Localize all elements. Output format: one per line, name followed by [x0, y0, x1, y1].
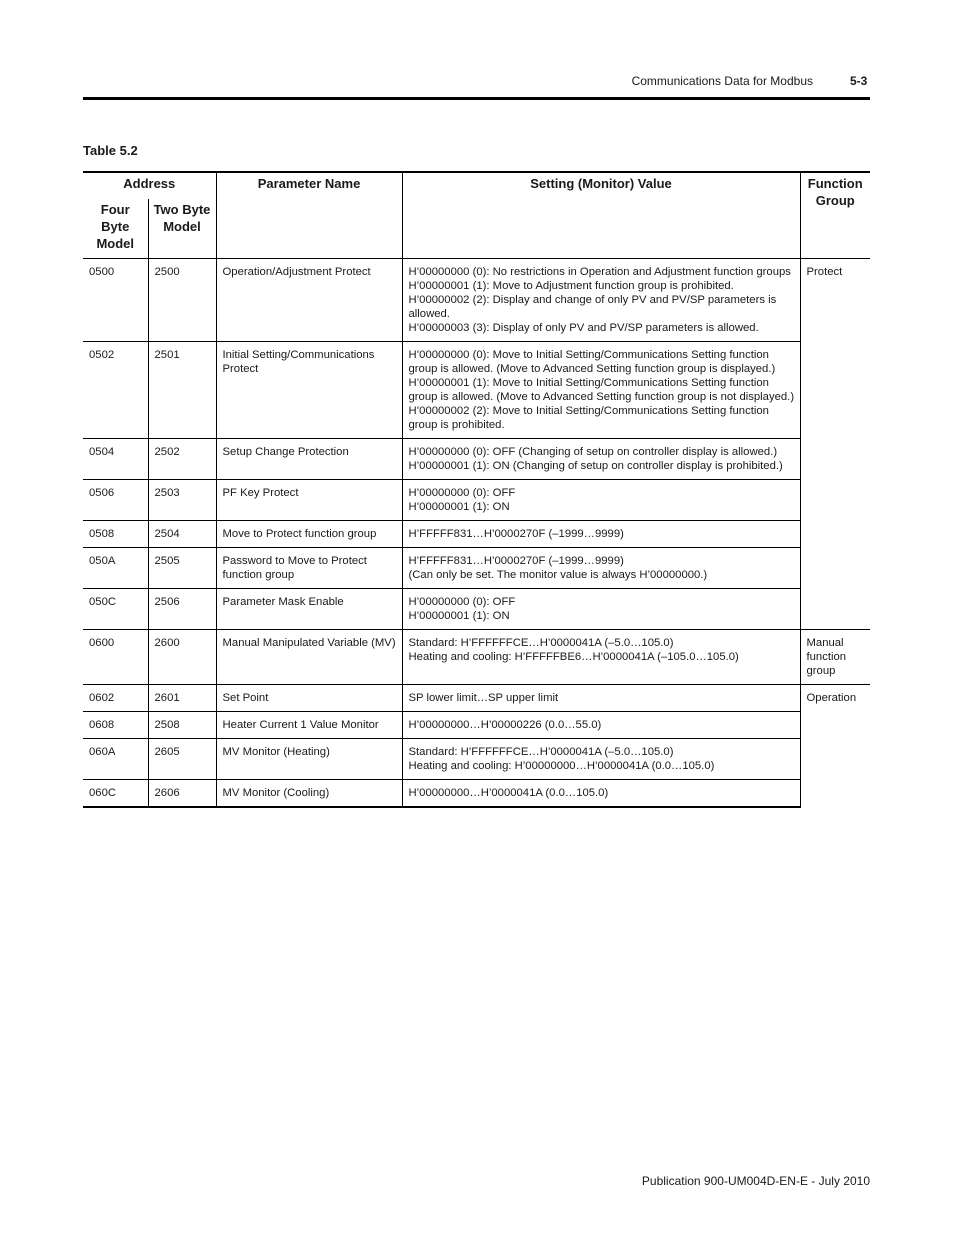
parameter-name: Heater Current 1 Value Monitor [216, 712, 402, 739]
header-rule [83, 97, 870, 100]
two-byte-address: 2506 [148, 589, 216, 630]
table-row [83, 521, 870, 548]
parameter-name: Password to Move to Protect function group [216, 548, 402, 589]
setting-value-line: H’00000000 (0): OFF (Changing of setup on controller display is allowed.) [408, 446, 778, 458]
function-group: Protect [800, 259, 870, 630]
parameter-name: Operation/Adjustment Protect [216, 259, 402, 342]
two-byte-header: Two Byte Model [148, 199, 216, 259]
two-byte-address: 2601 [148, 685, 216, 712]
four-byte-address: 060C [83, 780, 148, 808]
setting-value-line: H’FFFFF831…H’0000270F (–1999…9999) [408, 528, 624, 540]
parameter-name: MV Monitor (Heating) [216, 739, 402, 780]
four-byte-address: 050A [83, 548, 148, 589]
four-byte-address: 0608 [83, 712, 148, 739]
setting-value-line: (Can only be set. The monitor value is always H’00000000.) [408, 569, 708, 581]
setting-value-line: Heating and cooling: H’00000000…H’0000041A (0.0…105.0) [408, 760, 715, 772]
setting-value [402, 589, 800, 630]
setting-value-line: H’00000000 (0): No restrictions in Operation and Adjustment function groups [408, 266, 791, 278]
table-row [83, 630, 870, 685]
setting-value [402, 259, 800, 342]
four-byte-address: 050C [83, 589, 148, 630]
four-byte-address: 0500 [83, 259, 148, 342]
page-number: 5-3 [850, 74, 868, 88]
setting-value [402, 342, 800, 439]
two-byte-address: 2606 [148, 780, 216, 808]
two-byte-address: 2504 [148, 521, 216, 548]
parameter-name: Manual Manipulated Variable (MV) [216, 630, 402, 685]
four-byte-address: 0600 [83, 630, 148, 685]
two-byte-address: 2600 [148, 630, 216, 685]
setting-value-line: H’00000000…H’0000041A (0.0…105.0) [408, 787, 609, 799]
table-row [83, 589, 870, 630]
four-byte-address: 0504 [83, 439, 148, 480]
table-caption: Table 5.2 [83, 143, 138, 158]
section-title: Communications Data for Modbus [631, 74, 813, 88]
two-byte-address: 2503 [148, 480, 216, 521]
setting-value-line: Standard: H’FFFFFFCE…H’0000041A (–5.0…105.0) [408, 637, 674, 649]
parameter-name: Setup Change Protection [216, 439, 402, 480]
setting-value-line: H’00000001 (1): ON [408, 610, 510, 622]
four-byte-address: 0506 [83, 480, 148, 521]
two-byte-address: 2502 [148, 439, 216, 480]
table-row [83, 259, 870, 342]
communications-data-table [83, 171, 870, 808]
parameter-name: Initial Setting/Communications Protect [216, 342, 402, 439]
setting-value [402, 521, 800, 548]
setting-value-line: H’00000002 (2): Display and change of only PV and PV/SP parameters is allowed. [408, 294, 777, 320]
setting-value-line: Standard: H’FFFFFFCE…H’0000041A (–5.0…105.0) [408, 746, 674, 758]
parameter-name-header: Parameter Name [216, 172, 402, 259]
setting-value [402, 780, 800, 808]
function-group: Manual function group [800, 630, 870, 685]
four-byte-address: 0502 [83, 342, 148, 439]
setting-value [402, 439, 800, 480]
setting-value-line: H’00000002 (2): Move to Initial Setting/Communications Setting function group is prohibited. [408, 405, 769, 431]
table-row [83, 739, 870, 780]
four-byte-address: 0602 [83, 685, 148, 712]
table-row [83, 342, 870, 439]
setting-value [402, 739, 800, 780]
two-byte-address: 2505 [148, 548, 216, 589]
setting-value-line: H’00000000 (0): OFF [408, 487, 516, 499]
parameter-name: PF Key Protect [216, 480, 402, 521]
function-group-header: Function Group [800, 172, 870, 259]
setting-value [402, 712, 800, 739]
two-byte-address: 2508 [148, 712, 216, 739]
setting-value [402, 548, 800, 589]
setting-value-line: H’00000001 (1): Move to Initial Setting/Communications Setting function group is allowed. (Move to Advanced Setting function group is not displayed.) [408, 377, 795, 403]
setting-value [402, 630, 800, 685]
setting-value-header: Setting (Monitor) Value [402, 172, 800, 259]
parameter-name: Parameter Mask Enable [216, 589, 402, 630]
table-row [83, 439, 870, 480]
setting-value-line: SP lower limit…SP upper limit [408, 692, 559, 704]
table-row [83, 712, 870, 739]
two-byte-address: 2500 [148, 259, 216, 342]
two-byte-address: 2501 [148, 342, 216, 439]
setting-value-line: H’00000001 (1): ON [408, 501, 510, 513]
table-row [83, 548, 870, 589]
setting-value-line: H’FFFFF831…H’0000270F (–1999…9999) [408, 555, 624, 567]
setting-value-line: H’00000000 (0): Move to Initial Setting/Communications Setting function group is allowed. (Move to Advanced Setting function group is displayed.) [408, 349, 776, 375]
address-header: Address [83, 172, 216, 199]
setting-value-line: Heating and cooling: H’FFFFFBE6…H’0000041A (–105.0…105.0) [408, 651, 739, 663]
footer-publication: Publication 900-UM004D-EN-E - July 2010 [641, 1174, 870, 1188]
table-body [83, 259, 870, 808]
parameter-name: MV Monitor (Cooling) [216, 780, 402, 808]
setting-value-line: H’00000000 (0): OFF [408, 596, 516, 608]
setting-value-line: H’00000001 (1): ON (Changing of setup on controller display is prohibited.) [408, 460, 783, 472]
setting-value [402, 480, 800, 521]
function-group: Operation [800, 685, 870, 808]
four-byte-address: 0508 [83, 521, 148, 548]
parameter-name: Move to Protect function group [216, 521, 402, 548]
setting-value-line: H’00000003 (3): Display of only PV and PV/SP parameters is allowed. [408, 322, 759, 334]
four-byte-header: Four Byte Model [96, 202, 135, 251]
setting-value-line: H’00000000…H’00000226 (0.0…55.0) [408, 719, 602, 731]
setting-value-line: H’00000001 (1): Move to Adjustment function group is prohibited. [408, 280, 734, 292]
parameter-name: Set Point [216, 685, 402, 712]
two-byte-address: 2605 [148, 739, 216, 780]
table-row [83, 685, 870, 712]
table-row [83, 780, 870, 808]
setting-value [402, 685, 800, 712]
table-row [83, 480, 870, 521]
four-byte-address: 060A [83, 739, 148, 780]
